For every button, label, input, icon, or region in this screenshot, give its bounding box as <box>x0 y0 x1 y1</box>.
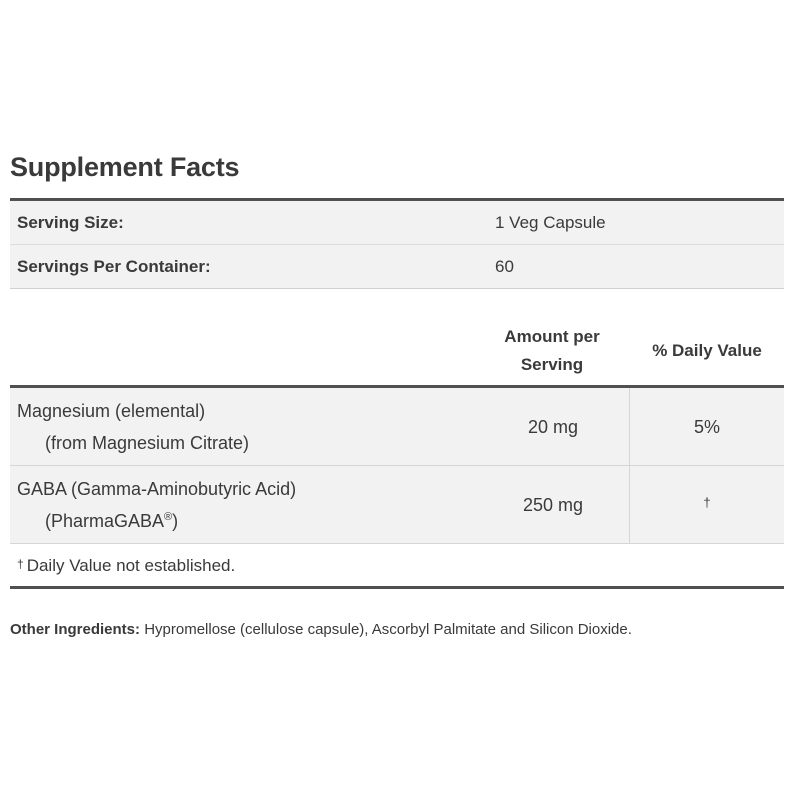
nutrient-row <box>10 466 784 544</box>
other-ingredients-text: Hypromellose (cellulose capsule), Ascorbyl Palmitate and Silicon Dioxide. <box>144 621 632 638</box>
serving-size-row <box>10 201 784 245</box>
nutrient-row <box>10 388 784 466</box>
nutrient-name: Magnesium (elemental) <box>17 401 206 421</box>
dagger-symbol: † <box>17 557 24 571</box>
nutrient-name: GABA (Gamma-Aminobutyric Acid) <box>17 479 297 499</box>
other-ingredients-label: Other Ingredients: <box>10 621 141 638</box>
servings-per-container-label: Servings Per Container: <box>17 257 211 276</box>
nutrient-source: (from Magnesium Citrate) <box>45 433 250 453</box>
nutrient-daily-value: 5% <box>693 417 720 437</box>
servings-per-container-row <box>10 245 784 289</box>
footnote <box>17 556 235 576</box>
nutrient-source-text: (PharmaGABA <box>45 511 165 531</box>
daily-value-header: % Daily Value <box>652 341 762 360</box>
amount-header-line2: Serving <box>520 355 584 374</box>
footnote-row <box>10 544 784 586</box>
nutrient-amount: 20 mg <box>527 417 579 437</box>
bottom-divider <box>10 586 784 589</box>
supplement-facts-title: Supplement Facts <box>10 152 240 182</box>
nutrient-amount: 250 mg <box>522 495 584 515</box>
servings-per-container-value: 60 <box>495 257 514 276</box>
registered-mark: ® <box>164 511 173 523</box>
serving-size-value: 1 Veg Capsule <box>495 213 606 232</box>
nutrient-table <box>10 388 784 544</box>
amount-header-line1: Amount per <box>504 327 600 346</box>
nutrient-source-close: ) <box>172 511 179 531</box>
other-ingredients <box>10 621 632 638</box>
serving-size-label: Serving Size: <box>17 213 124 232</box>
amount-per-serving-header <box>478 323 626 379</box>
nutrient-source <box>45 505 178 537</box>
footnote-text: Daily Value not established. <box>26 556 236 575</box>
serving-info <box>10 201 784 289</box>
nutrient-daily-value: † <box>703 495 711 510</box>
